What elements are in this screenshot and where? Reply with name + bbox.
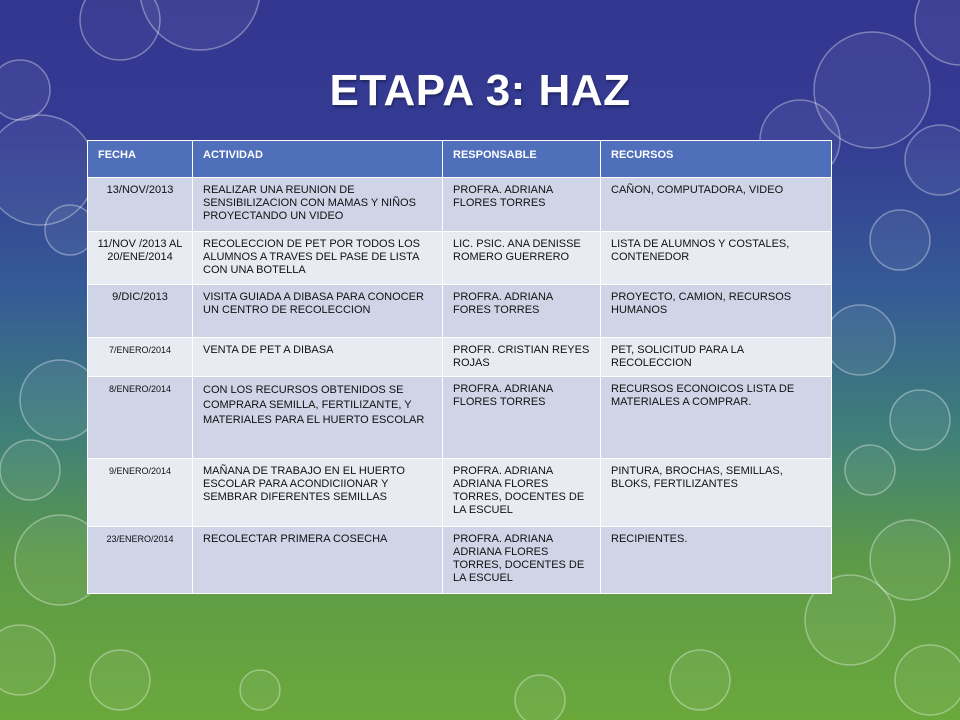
table-row	[88, 338, 832, 377]
cell-fecha: 13/NOV/2013	[88, 178, 193, 232]
cell-recursos: RECURSOS ECONOICOS LISTA DE MATERIALES A COMPRAR.	[601, 377, 832, 459]
cell-responsable: PROFRA. ADRIANA FLORES TORRES	[443, 178, 601, 232]
cell-actividad: RECOLECCION DE PET POR TODOS LOS ALUMNOS A TRAVES DEL PASE DE LISTA CON UNA BOTELLA	[193, 232, 443, 285]
cell-responsable: PROFRA. ADRIANA FORES TORRES	[443, 285, 601, 338]
activity-table	[87, 140, 832, 594]
header-fecha: FECHA	[88, 141, 193, 178]
cell-actividad: RECOLECTAR PRIMERA COSECHA	[193, 527, 443, 594]
header-actividad: ACTIVIDAD	[193, 141, 443, 178]
cell-recursos: CAÑON, COMPUTADORA, VIDEO	[601, 178, 832, 232]
cell-fecha: 9/DIC/2013	[88, 285, 193, 338]
cell-fecha: 11/NOV /2013 AL 20/ENE/2014	[88, 232, 193, 285]
activity-table-container	[87, 140, 831, 594]
table-header-row	[88, 141, 832, 178]
table-row	[88, 377, 832, 459]
cell-recursos: PINTURA, BROCHAS, SEMILLAS, BLOKS, FERTILIZANTES	[601, 459, 832, 527]
cell-actividad: VISITA GUIADA A DIBASA PARA CONOCER UN CENTRO DE RECOLECCION	[193, 285, 443, 338]
cell-actividad: CON LOS RECURSOS OBTENIDOS SE COMPRARA SEMILLA, FERTILIZANTE, Y MATERIALES PARA EL HUERTO ESCOLAR	[193, 377, 443, 459]
cell-fecha: 7/ENERO/2014	[88, 338, 193, 377]
table-row	[88, 232, 832, 285]
cell-actividad: VENTA DE PET A DIBASA	[193, 338, 443, 377]
header-responsable: RESPONSABLE	[443, 141, 601, 178]
cell-responsable: PROFRA. ADRIANA ADRIANA FLORES TORRES, DOCENTES DE LA ESCUEL	[443, 459, 601, 527]
cell-recursos: PROYECTO, CAMION, RECURSOS HUMANOS	[601, 285, 832, 338]
cell-recursos: RECIPIENTES.	[601, 527, 832, 594]
table-row	[88, 459, 832, 527]
cell-responsable: PROFR. CRISTIAN REYES ROJAS	[443, 338, 601, 377]
cell-responsable: PROFRA. ADRIANA FLORES TORRES	[443, 377, 601, 459]
cell-fecha: 9/ENERO/2014	[88, 459, 193, 527]
cell-actividad: MAÑANA DE TRABAJO EN EL HUERTO ESCOLAR PARA ACONDICIIONAR Y SEMBRAR DIFERENTES SEMILLAS	[193, 459, 443, 527]
cell-responsable: PROFRA. ADRIANA ADRIANA FLORES TORRES, DOCENTES DE LA ESCUEL	[443, 527, 601, 594]
table-row	[88, 285, 832, 338]
table-row	[88, 527, 832, 594]
cell-actividad: REALIZAR UNA REUNION DE SENSIBILIZACION CON MAMAS Y NIÑOS PROYECTANDO UN VIDEO	[193, 178, 443, 232]
slide-title: ETAPA 3: HAZ	[329, 66, 631, 115]
header-recursos: RECURSOS	[601, 141, 832, 178]
cell-fecha: 8/ENERO/2014	[88, 377, 193, 459]
cell-responsable: LIC. PSIC. ANA DENISSE ROMERO GUERRERO	[443, 232, 601, 285]
table-row	[88, 178, 832, 232]
cell-recursos: PET, SOLICITUD PARA LA RECOLECCION	[601, 338, 832, 377]
cell-fecha: 23/ENERO/2014	[88, 527, 193, 594]
cell-recursos: LISTA DE ALUMNOS Y COSTALES, CONTENEDOR	[601, 232, 832, 285]
